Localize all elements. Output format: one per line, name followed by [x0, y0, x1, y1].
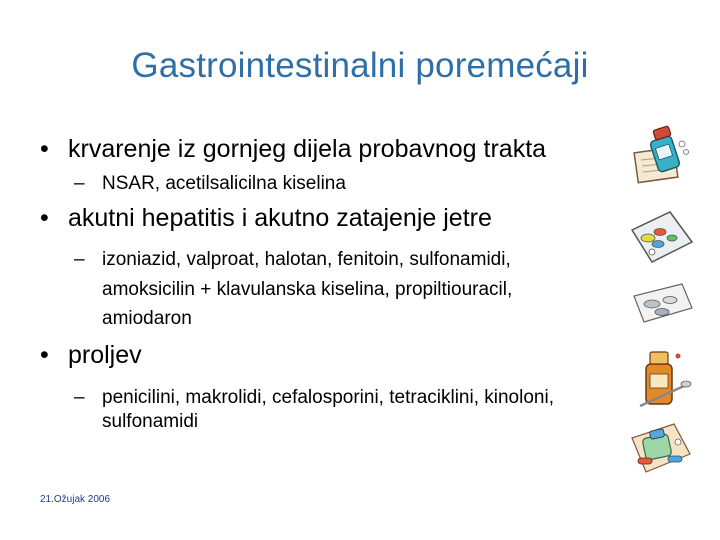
sub-bullet-marker: – [74, 387, 85, 408]
bullet-text: krvarenje iz gornjeg dijela probavnog trakta [68, 135, 547, 163]
slide-title: Gastrointestinalni poremećaji [131, 46, 589, 85]
sub-bullet-text-line: izoniazid, valproat, halotan, fenitoin, sulfonamidi, [102, 249, 511, 270]
tablets-clipart [632, 282, 694, 326]
sub-bullet-text-line: amiodaron [102, 308, 192, 329]
sub-bullet-text-line: amoksicilin + klavulanska kiselina, propiltiouracil, [102, 279, 513, 300]
syrup-spoon-clipart [632, 346, 692, 410]
sub-bullet-marker: – [74, 249, 85, 270]
bullet-marker: • [40, 135, 49, 163]
bullet-marker: • [40, 341, 49, 369]
bullet-marker: • [40, 204, 49, 232]
pills-plate-clipart [628, 208, 694, 264]
capsules-clipart [628, 420, 694, 476]
medicine-bottle-clipart [632, 124, 694, 186]
bullet-text: akutni hepatitis i akutno zatajenje jetre [68, 204, 492, 232]
bullet-text: proljev [68, 341, 142, 369]
footer-date: 21.Ožujak 2006 [40, 494, 111, 505]
sub-bullet-text-line: sulfonamidi [102, 411, 199, 432]
sub-bullet-marker: – [74, 173, 85, 194]
sub-bullet-text-line: penicilini, makrolidi, cefalosporini, tetraciklini, kinoloni, [102, 387, 554, 408]
sub-bullet-text: NSAR, acetilsalicilna kiselina [102, 173, 346, 194]
